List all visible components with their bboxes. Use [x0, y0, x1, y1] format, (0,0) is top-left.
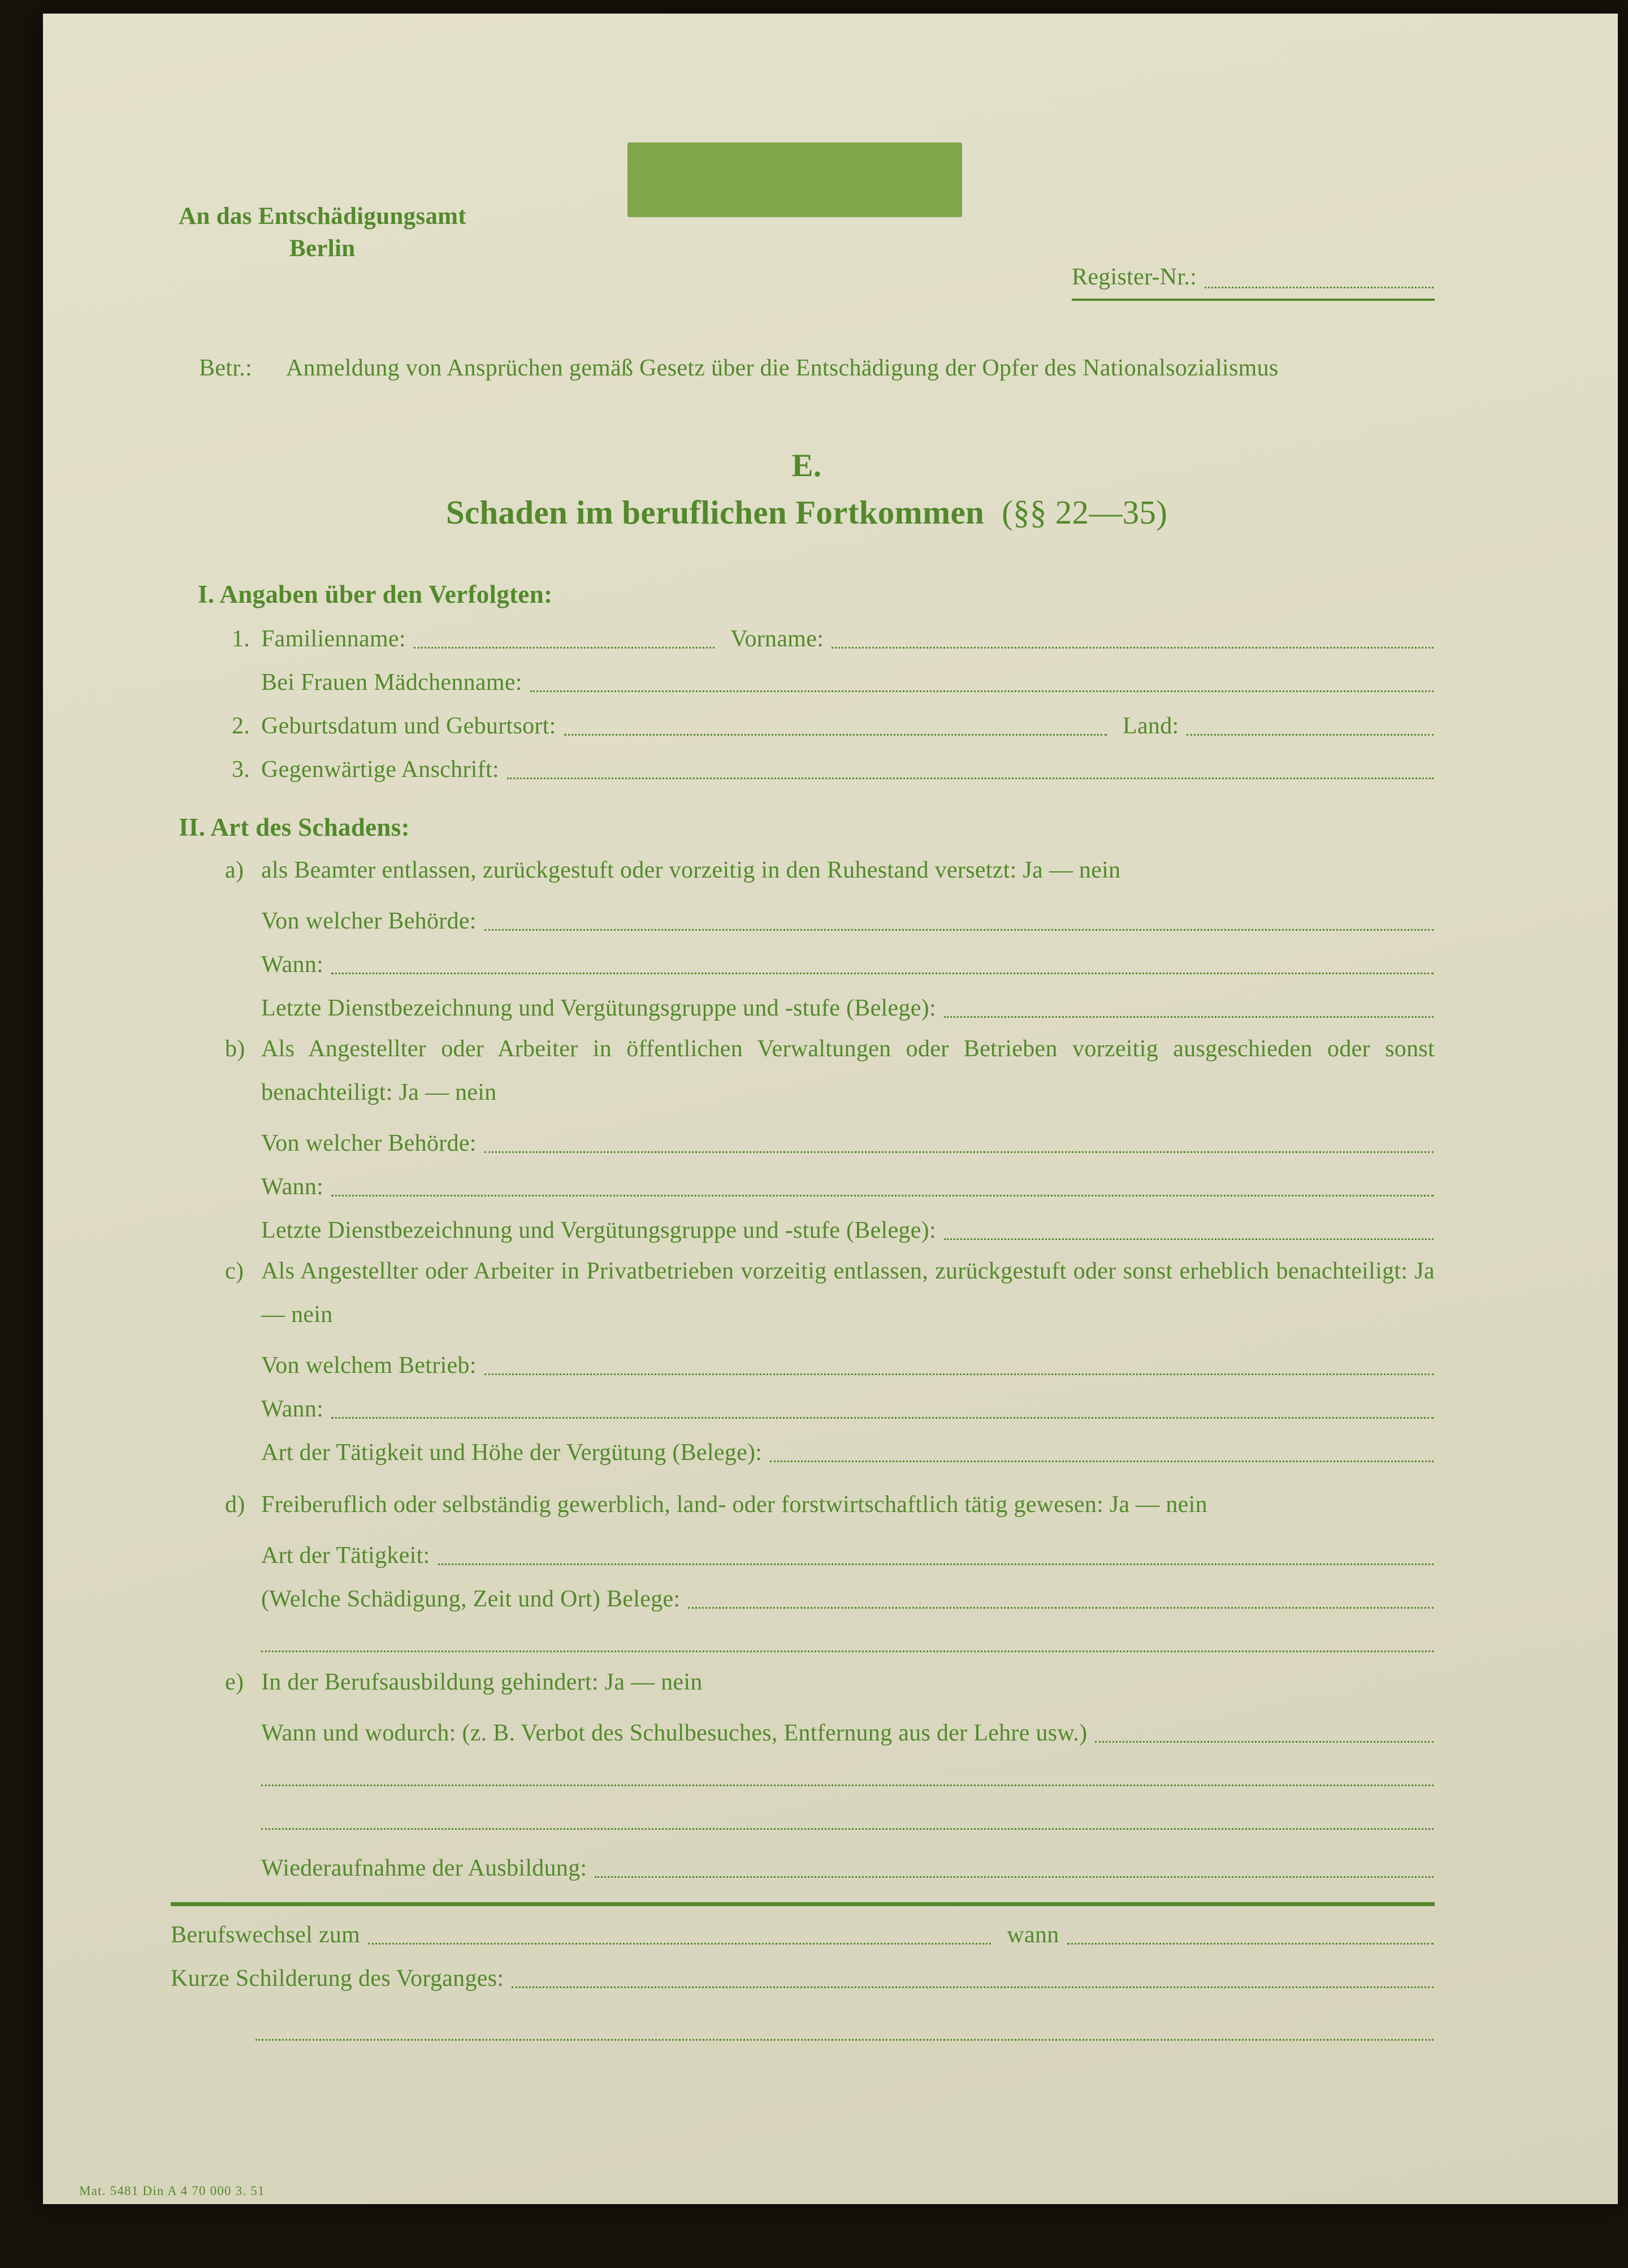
recipient-address	[179, 200, 1435, 265]
vorname-label: Vorname:	[730, 626, 824, 652]
anschrift-fill-line[interactable]	[507, 777, 1434, 779]
geburtsdatum-label: Geburtsdatum und Geburtsort:	[261, 713, 556, 739]
item-e-letter: e)	[225, 1669, 244, 1695]
dienstbezeichnung-fill-line[interactable]	[944, 1238, 1434, 1240]
vorname-fill-line[interactable]	[832, 647, 1434, 649]
section-letter: E.	[791, 447, 822, 483]
subject-line	[179, 355, 1435, 383]
blank-fill-line[interactable]	[261, 1785, 1434, 1786]
taetigkeit-verguetung-fill-line[interactable]	[770, 1461, 1434, 1462]
subject-label: Betr.:	[199, 355, 252, 381]
item-a-text: als Beamter entlassen, zurückgestuft oder vorzeitig in den Ruhestand versetzt: Ja — nein	[261, 857, 1121, 883]
geburtsdatum-row	[179, 697, 1435, 741]
form-paper	[43, 14, 1618, 2204]
wann-label: Wann:	[261, 952, 324, 978]
wiederaufnahme-fill-line[interactable]	[595, 1876, 1434, 1878]
schaedigung-belege-fill-line[interactable]	[688, 1607, 1434, 1609]
geburtsdatum-fill-line[interactable]	[564, 734, 1107, 736]
berufswechsel-row	[171, 1906, 1435, 1950]
schilderung-fill-line[interactable]	[512, 1986, 1434, 1988]
section-divider-rule	[171, 1902, 1435, 1906]
wann-wodurch-fill-line[interactable]	[1095, 1741, 1434, 1743]
wann-wodurch-label: Wann und wodurch: (z. B. Verbot des Schulbesuches, Entfernung aus der Lehre usw.)	[261, 1720, 1088, 1746]
register-label: Register-Nr.:	[1072, 264, 1197, 291]
item-a-behoerde-row	[179, 892, 1435, 936]
wiederaufnahme-row	[179, 1839, 1435, 1883]
item-b-behoerde-row	[179, 1114, 1435, 1158]
recipient-city: Berlin	[289, 235, 356, 262]
section-title	[179, 486, 1435, 539]
dienstbezeichnung-label: Letzte Dienstbezeichnung und Vergütungsgruppe und -stufe (Belege):	[261, 995, 936, 1021]
item-b-dienstbezeichnung-row	[179, 1202, 1435, 1245]
item-b-text: Als Angestellter oder Arbeiter in öffentlichen Verwaltungen oder Betrieben vorzeitig ausgeschieden oder sonst benachteiligt: Ja — nein	[261, 1035, 1435, 1105]
item-d-schaedigung-row	[179, 1570, 1435, 1614]
wann-fill-line[interactable]	[331, 973, 1434, 974]
dienstbezeichnung-label: Letzte Dienstbezeichnung und Vergütungsgruppe und -stufe (Belege):	[261, 1217, 936, 1243]
anschrift-label: Gegenwärtige Anschrift:	[261, 757, 499, 783]
item-e	[179, 1661, 1435, 1704]
register-fill-line[interactable]	[1205, 287, 1434, 288]
item-e-blank-row-2	[179, 1791, 1435, 1835]
familienname-fill-line[interactable]	[414, 647, 715, 649]
blank-fill-line[interactable]	[261, 1828, 1434, 1830]
land-fill-line[interactable]	[1187, 734, 1434, 736]
form-title	[179, 446, 1435, 539]
land-label: Land:	[1123, 713, 1179, 739]
wiederaufnahme-label: Wiederaufnahme der Ausbildung:	[261, 1855, 587, 1881]
familienname-row	[179, 610, 1435, 654]
item-d-blank-row	[179, 1614, 1435, 1657]
blank-fill-line[interactable]	[256, 2039, 1434, 2041]
berufswechsel-label: Berufswechsel zum	[171, 1922, 361, 1948]
item-c-wann-row	[179, 1380, 1435, 1424]
part2-heading: II. Art des Schadens:	[179, 813, 410, 841]
schilderung-row	[171, 1950, 1435, 1993]
item-b	[179, 1027, 1435, 1114]
taetigkeit-verguetung-label: Art der Tätigkeit und Höhe der Vergütung (Belege):	[261, 1440, 763, 1466]
familienname-label: Familienname:	[261, 626, 406, 652]
berufswechsel-wann-fill-line[interactable]	[1067, 1943, 1434, 1945]
register-number-field	[1072, 263, 1435, 301]
wann-label: wann	[1007, 1922, 1059, 1948]
recipient-office: An das Entschädigungsamt	[179, 203, 467, 230]
row-number: 1.	[232, 626, 250, 652]
item-a-letter: a)	[225, 857, 244, 883]
schaedigung-belege-label: (Welche Schädigung, Zeit und Ort) Belege:	[261, 1586, 681, 1612]
betrieb-fill-line[interactable]	[484, 1373, 1434, 1375]
item-a-dienstbezeichnung-row	[179, 979, 1435, 1023]
behoerde-label: Von welcher Behörde:	[261, 1130, 477, 1156]
schilderung-label: Kurze Schilderung des Vorganges:	[171, 1965, 504, 1991]
section-title-text: Schaden im beruflichen Fortkommen	[445, 493, 985, 531]
maedchenname-row	[179, 654, 1435, 697]
anschrift-row	[179, 741, 1435, 784]
wann-label: Wann:	[261, 1396, 324, 1422]
betrieb-label: Von welchem Betrieb:	[261, 1353, 477, 1379]
wann-fill-line[interactable]	[331, 1417, 1434, 1419]
item-e-text: In der Berufsausbildung gehindert: Ja — nein	[261, 1669, 703, 1695]
item-a	[179, 849, 1435, 892]
behoerde-label: Von welcher Behörde:	[261, 908, 477, 934]
subject-text: Anmeldung von Ansprüchen gemäß Gesetz über die Entschädigung der Opfer des Nationalsozialismus	[285, 355, 1279, 381]
taetigkeit-fill-line[interactable]	[438, 1563, 1434, 1565]
form-header	[179, 200, 1435, 301]
bottom-section	[171, 1906, 1435, 2046]
item-e-blank-row-1	[179, 1748, 1435, 1791]
print-imprint: Mat. 5481 Din A 4 70 000 3. 51	[79, 2184, 265, 2198]
wann-label: Wann:	[261, 1174, 324, 1200]
behoerde-fill-line[interactable]	[484, 1151, 1434, 1153]
berufswechsel-fill-line[interactable]	[368, 1943, 991, 1945]
taetigkeit-label: Art der Tätigkeit:	[261, 1543, 430, 1569]
maedchenname-label: Bei Frauen Mädchenname:	[261, 669, 522, 695]
dienstbezeichnung-fill-line[interactable]	[944, 1016, 1434, 1018]
item-c-betrieb-row	[179, 1337, 1435, 1380]
wann-fill-line[interactable]	[331, 1195, 1434, 1196]
item-c-letter: c)	[225, 1258, 244, 1284]
blank-fill-line[interactable]	[261, 1651, 1434, 1652]
part1-heading: I. Angaben über den Verfolgten:	[198, 580, 553, 608]
item-c-text: Als Angestellter oder Arbeiter in Privatbetrieben vorzeitig entlassen, zurückgestuft oder sonst erheblich benachteiligt: Ja — nein	[261, 1258, 1435, 1328]
behoerde-fill-line[interactable]	[484, 929, 1434, 931]
item-d-text: Freiberuflich oder selbständig gewerblich, land- oder forstwirtschaftlich tätig gewesen: Ja — nein	[261, 1491, 1207, 1518]
item-d-letter: d)	[225, 1491, 245, 1518]
maedchenname-fill-line[interactable]	[530, 690, 1434, 692]
item-c	[179, 1250, 1435, 1337]
section-title-paragraphs: (§§ 22—35)	[1002, 493, 1168, 531]
item-d-taetigkeit-row	[179, 1527, 1435, 1570]
item-a-wann-row	[179, 936, 1435, 979]
item-c-taetigkeit-row	[179, 1424, 1435, 1467]
item-b-wann-row	[179, 1158, 1435, 1202]
item-b-letter: b)	[225, 1035, 245, 1062]
form-content	[171, 14, 1435, 2046]
row-number: 2.	[232, 713, 250, 739]
item-d	[179, 1483, 1435, 1527]
row-number: 3.	[232, 757, 250, 783]
bottom-blank-row	[171, 2002, 1435, 2046]
item-e-wodurch-row	[179, 1704, 1435, 1748]
